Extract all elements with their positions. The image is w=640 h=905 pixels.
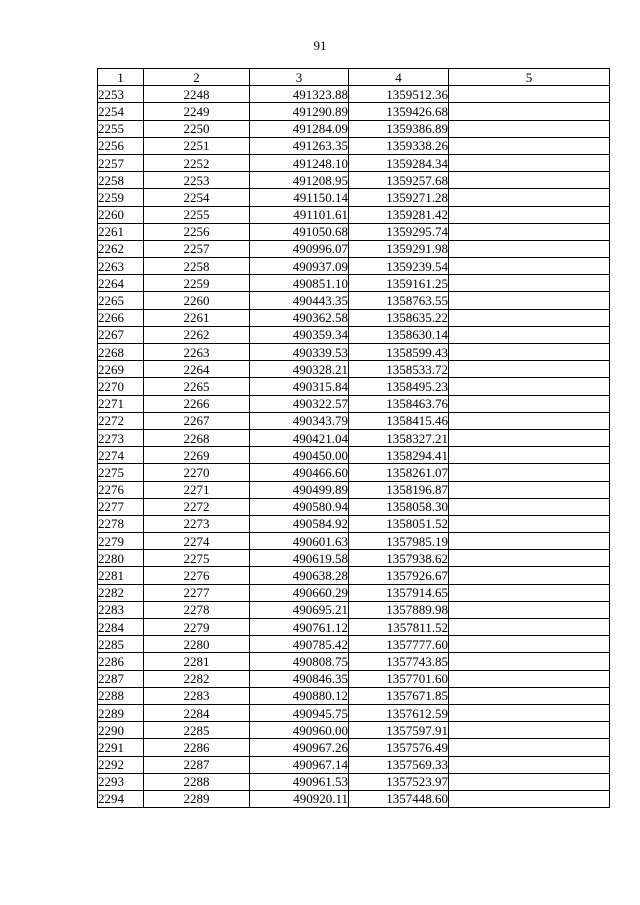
header-col-4: 4 (349, 69, 449, 86)
table-row (98, 378, 610, 395)
cell-coordinate-x: 490761.12 (250, 619, 349, 636)
cell-point-number: 2267 (98, 326, 144, 343)
cell-point-number: 2271 (98, 395, 144, 412)
coordinates-table (97, 68, 610, 808)
cell-coordinate-x: 490328.21 (250, 361, 349, 378)
cell-coordinate-y: 1357576.49 (349, 739, 449, 756)
cell-note (449, 258, 610, 275)
cell-coordinate-x: 490443.35 (250, 292, 349, 309)
cell-previous-point-number: 2275 (144, 550, 250, 567)
cell-previous-point-number: 2280 (144, 636, 250, 653)
cell-note (449, 790, 610, 807)
cell-point-number: 2255 (98, 120, 144, 137)
cell-coordinate-y: 1357701.60 (349, 670, 449, 687)
table-row (98, 756, 610, 773)
cell-previous-point-number: 2288 (144, 773, 250, 790)
cell-coordinate-y: 1357569.33 (349, 756, 449, 773)
cell-coordinate-y: 1358599.43 (349, 344, 449, 361)
cell-coordinate-y: 1358463.76 (349, 395, 449, 412)
table-row (98, 223, 610, 240)
cell-point-number: 2266 (98, 309, 144, 326)
cell-previous-point-number: 2261 (144, 309, 250, 326)
cell-previous-point-number: 2248 (144, 86, 250, 103)
cell-note (449, 412, 610, 429)
cell-point-number: 2264 (98, 275, 144, 292)
table-row (98, 344, 610, 361)
cell-coordinate-y: 1359284.34 (349, 154, 449, 171)
cell-note (449, 687, 610, 704)
cell-point-number: 2263 (98, 258, 144, 275)
cell-coordinate-y: 1359291.98 (349, 240, 449, 257)
cell-coordinate-y: 1359338.26 (349, 137, 449, 154)
cell-previous-point-number: 2278 (144, 601, 250, 618)
cell-coordinate-x: 490343.79 (250, 412, 349, 429)
cell-previous-point-number: 2273 (144, 515, 250, 532)
table-row (98, 722, 610, 739)
cell-coordinate-x: 491323.88 (250, 86, 349, 103)
cell-coordinate-y: 1357743.85 (349, 653, 449, 670)
cell-coordinate-y: 1357926.67 (349, 567, 449, 584)
cell-note (449, 722, 610, 739)
page-number: 91 (313, 38, 327, 53)
cell-point-number: 2289 (98, 704, 144, 721)
cell-point-number: 2262 (98, 240, 144, 257)
cell-point-number: 2292 (98, 756, 144, 773)
cell-previous-point-number: 2276 (144, 567, 250, 584)
cell-point-number: 2261 (98, 223, 144, 240)
table-row (98, 584, 610, 601)
cell-coordinate-y: 1357914.65 (349, 584, 449, 601)
cell-coordinate-x: 490880.12 (250, 687, 349, 704)
cell-coordinate-y: 1357671.85 (349, 687, 449, 704)
cell-coordinate-x: 490466.60 (250, 464, 349, 481)
table-row (98, 86, 610, 103)
cell-note (449, 481, 610, 498)
table-row (98, 670, 610, 687)
cell-previous-point-number: 2265 (144, 378, 250, 395)
cell-coordinate-x: 490619.58 (250, 550, 349, 567)
cell-point-number: 2290 (98, 722, 144, 739)
cell-note (449, 601, 610, 618)
cell-point-number: 2283 (98, 601, 144, 618)
cell-point-number: 2288 (98, 687, 144, 704)
table-row (98, 395, 610, 412)
cell-coordinate-x: 490920.11 (250, 790, 349, 807)
cell-previous-point-number: 2269 (144, 447, 250, 464)
cell-coordinate-x: 490695.21 (250, 601, 349, 618)
cell-previous-point-number: 2266 (144, 395, 250, 412)
cell-note (449, 429, 610, 446)
cell-note (449, 704, 610, 721)
table-row (98, 206, 610, 223)
table-row (98, 292, 610, 309)
cell-note (449, 172, 610, 189)
cell-point-number: 2268 (98, 344, 144, 361)
cell-note (449, 292, 610, 309)
cell-coordinate-x: 491101.61 (250, 206, 349, 223)
table-row (98, 567, 610, 584)
cell-previous-point-number: 2279 (144, 619, 250, 636)
cell-note (449, 103, 610, 120)
cell-point-number: 2265 (98, 292, 144, 309)
cell-point-number: 2273 (98, 429, 144, 446)
cell-point-number: 2281 (98, 567, 144, 584)
cell-coordinate-x: 490450.00 (250, 447, 349, 464)
cell-previous-point-number: 2259 (144, 275, 250, 292)
table-row (98, 550, 610, 567)
table-row (98, 120, 610, 137)
table-row (98, 275, 610, 292)
table-row (98, 172, 610, 189)
cell-point-number: 2293 (98, 773, 144, 790)
cell-coordinate-x: 490421.04 (250, 429, 349, 446)
table-row (98, 653, 610, 670)
cell-point-number: 2275 (98, 464, 144, 481)
cell-coordinate-x: 490315.84 (250, 378, 349, 395)
cell-coordinate-x: 490967.14 (250, 756, 349, 773)
cell-point-number: 2278 (98, 515, 144, 532)
cell-point-number: 2276 (98, 481, 144, 498)
cell-coordinate-y: 1357938.62 (349, 550, 449, 567)
cell-note (449, 636, 610, 653)
cell-point-number: 2285 (98, 636, 144, 653)
cell-coordinate-y: 1359512.36 (349, 86, 449, 103)
table-row (98, 481, 610, 498)
cell-coordinate-x: 490960.00 (250, 722, 349, 739)
header-col-1: 1 (98, 69, 144, 86)
cell-coordinate-x: 490937.09 (250, 258, 349, 275)
cell-coordinate-x: 490359.34 (250, 326, 349, 343)
cell-previous-point-number: 2263 (144, 344, 250, 361)
table-body (98, 86, 610, 808)
cell-coordinate-y: 1357777.60 (349, 636, 449, 653)
cell-point-number: 2272 (98, 412, 144, 429)
cell-coordinate-x: 490322.57 (250, 395, 349, 412)
cell-previous-point-number: 2254 (144, 189, 250, 206)
cell-point-number: 2280 (98, 550, 144, 567)
cell-coordinate-x: 490785.42 (250, 636, 349, 653)
cell-coordinate-x: 490945.75 (250, 704, 349, 721)
cell-note (449, 533, 610, 550)
cell-note (449, 464, 610, 481)
cell-note (449, 378, 610, 395)
cell-point-number: 2286 (98, 653, 144, 670)
cell-previous-point-number: 2267 (144, 412, 250, 429)
cell-note (449, 344, 610, 361)
cell-previous-point-number: 2277 (144, 584, 250, 601)
cell-coordinate-x: 490961.53 (250, 773, 349, 790)
cell-coordinate-x: 490851.10 (250, 275, 349, 292)
table-row (98, 412, 610, 429)
table-row (98, 515, 610, 532)
cell-coordinate-y: 1357612.59 (349, 704, 449, 721)
table-row (98, 103, 610, 120)
cell-previous-point-number: 2256 (144, 223, 250, 240)
cell-coordinate-x: 490499.89 (250, 481, 349, 498)
cell-note (449, 584, 610, 601)
table-row (98, 361, 610, 378)
table-row (98, 464, 610, 481)
table-row (98, 429, 610, 446)
table-row (98, 704, 610, 721)
cell-coordinate-y: 1358635.22 (349, 309, 449, 326)
cell-coordinate-y: 1359426.68 (349, 103, 449, 120)
cell-coordinate-y: 1358630.14 (349, 326, 449, 343)
cell-coordinate-y: 1358415.46 (349, 412, 449, 429)
cell-coordinate-x: 490601.63 (250, 533, 349, 550)
table-row (98, 773, 610, 790)
cell-coordinate-x: 491150.14 (250, 189, 349, 206)
table-row (98, 533, 610, 550)
cell-previous-point-number: 2287 (144, 756, 250, 773)
cell-point-number: 2260 (98, 206, 144, 223)
cell-coordinate-x: 490660.29 (250, 584, 349, 601)
cell-note (449, 670, 610, 687)
cell-note (449, 361, 610, 378)
cell-note (449, 326, 610, 343)
cell-coordinate-x: 490584.92 (250, 515, 349, 532)
cell-coordinate-x: 490580.94 (250, 498, 349, 515)
cell-note (449, 86, 610, 103)
cell-previous-point-number: 2264 (144, 361, 250, 378)
cell-previous-point-number: 2270 (144, 464, 250, 481)
cell-coordinate-x: 490996.07 (250, 240, 349, 257)
cell-coordinate-y: 1358533.72 (349, 361, 449, 378)
table-row (98, 154, 610, 171)
cell-coordinate-x: 491248.10 (250, 154, 349, 171)
cell-note (449, 395, 610, 412)
table-row (98, 137, 610, 154)
cell-coordinate-y: 1358763.55 (349, 292, 449, 309)
table-row (98, 326, 610, 343)
cell-note (449, 206, 610, 223)
cell-note (449, 309, 610, 326)
cell-note (449, 189, 610, 206)
cell-previous-point-number: 2289 (144, 790, 250, 807)
cell-previous-point-number: 2258 (144, 258, 250, 275)
cell-coordinate-y: 1357889.98 (349, 601, 449, 618)
table-row (98, 601, 610, 618)
cell-coordinate-y: 1359281.42 (349, 206, 449, 223)
cell-previous-point-number: 2282 (144, 670, 250, 687)
cell-note (449, 275, 610, 292)
cell-note (449, 756, 610, 773)
cell-coordinate-y: 1358294.41 (349, 447, 449, 464)
cell-coordinate-x: 490638.28 (250, 567, 349, 584)
cell-point-number: 2258 (98, 172, 144, 189)
cell-coordinate-y: 1357811.52 (349, 619, 449, 636)
cell-point-number: 2269 (98, 361, 144, 378)
table-row (98, 240, 610, 257)
cell-previous-point-number: 2252 (144, 154, 250, 171)
cell-point-number: 2257 (98, 154, 144, 171)
table-row (98, 687, 610, 704)
cell-point-number: 2259 (98, 189, 144, 206)
cell-point-number: 2294 (98, 790, 144, 807)
cell-previous-point-number: 2253 (144, 172, 250, 189)
cell-previous-point-number: 2260 (144, 292, 250, 309)
cell-coordinate-y: 1358327.21 (349, 429, 449, 446)
cell-note (449, 739, 610, 756)
cell-previous-point-number: 2262 (144, 326, 250, 343)
cell-point-number: 2270 (98, 378, 144, 395)
cell-point-number: 2256 (98, 137, 144, 154)
header-col-5: 5 (449, 69, 610, 86)
cell-previous-point-number: 2283 (144, 687, 250, 704)
cell-previous-point-number: 2274 (144, 533, 250, 550)
header-col-3: 3 (250, 69, 349, 86)
table-row (98, 619, 610, 636)
cell-point-number: 2291 (98, 739, 144, 756)
cell-note (449, 619, 610, 636)
header-col-2: 2 (144, 69, 250, 86)
cell-coordinate-y: 1359271.28 (349, 189, 449, 206)
cell-note (449, 653, 610, 670)
cell-previous-point-number: 2281 (144, 653, 250, 670)
cell-coordinate-x: 491208.95 (250, 172, 349, 189)
header-row (98, 69, 610, 86)
cell-coordinate-y: 1358058.30 (349, 498, 449, 515)
cell-previous-point-number: 2251 (144, 137, 250, 154)
cell-previous-point-number: 2284 (144, 704, 250, 721)
cell-previous-point-number: 2286 (144, 739, 250, 756)
table-header (98, 69, 610, 86)
table-row (98, 739, 610, 756)
cell-point-number: 2254 (98, 103, 144, 120)
cell-previous-point-number: 2271 (144, 481, 250, 498)
cell-previous-point-number: 2272 (144, 498, 250, 515)
cell-point-number: 2253 (98, 86, 144, 103)
cell-note (449, 515, 610, 532)
cell-note (449, 137, 610, 154)
cell-coordinate-y: 1357523.97 (349, 773, 449, 790)
cell-coordinate-x: 490362.58 (250, 309, 349, 326)
table-row (98, 189, 610, 206)
cell-coordinate-y: 1358196.87 (349, 481, 449, 498)
cell-note (449, 773, 610, 790)
table-row (98, 636, 610, 653)
cell-coordinate-x: 490967.26 (250, 739, 349, 756)
cell-note (449, 447, 610, 464)
cell-note (449, 120, 610, 137)
cell-coordinate-y: 1359257.68 (349, 172, 449, 189)
cell-previous-point-number: 2268 (144, 429, 250, 446)
cell-coordinate-y: 1357985.19 (349, 533, 449, 550)
cell-previous-point-number: 2249 (144, 103, 250, 120)
cell-coordinate-y: 1357597.91 (349, 722, 449, 739)
cell-note (449, 498, 610, 515)
table-row (98, 498, 610, 515)
table-row (98, 447, 610, 464)
table-row (98, 258, 610, 275)
cell-note (449, 567, 610, 584)
cell-coordinate-x: 491290.89 (250, 103, 349, 120)
cell-coordinate-x: 491284.09 (250, 120, 349, 137)
cell-coordinate-x: 490339.53 (250, 344, 349, 361)
cell-coordinate-x: 490808.75 (250, 653, 349, 670)
cell-coordinate-y: 1357448.60 (349, 790, 449, 807)
cell-coordinate-y: 1359295.74 (349, 223, 449, 240)
cell-coordinate-y: 1359386.89 (349, 120, 449, 137)
table-row (98, 790, 610, 807)
cell-coordinate-x: 491050.68 (250, 223, 349, 240)
cell-point-number: 2284 (98, 619, 144, 636)
cell-coordinate-y: 1358261.07 (349, 464, 449, 481)
table-row (98, 309, 610, 326)
cell-point-number: 2279 (98, 533, 144, 550)
cell-point-number: 2277 (98, 498, 144, 515)
cell-previous-point-number: 2255 (144, 206, 250, 223)
cell-coordinate-y: 1358051.52 (349, 515, 449, 532)
cell-coordinate-y: 1358495.23 (349, 378, 449, 395)
cell-previous-point-number: 2257 (144, 240, 250, 257)
cell-previous-point-number: 2250 (144, 120, 250, 137)
cell-coordinate-y: 1359161.25 (349, 275, 449, 292)
cell-note (449, 550, 610, 567)
cell-coordinate-x: 490846.35 (250, 670, 349, 687)
cell-note (449, 223, 610, 240)
cell-previous-point-number: 2285 (144, 722, 250, 739)
cell-point-number: 2282 (98, 584, 144, 601)
cell-point-number: 2287 (98, 670, 144, 687)
cell-note (449, 240, 610, 257)
cell-point-number: 2274 (98, 447, 144, 464)
cell-coordinate-x: 491263.35 (250, 137, 349, 154)
cell-coordinate-y: 1359239.54 (349, 258, 449, 275)
cell-note (449, 154, 610, 171)
